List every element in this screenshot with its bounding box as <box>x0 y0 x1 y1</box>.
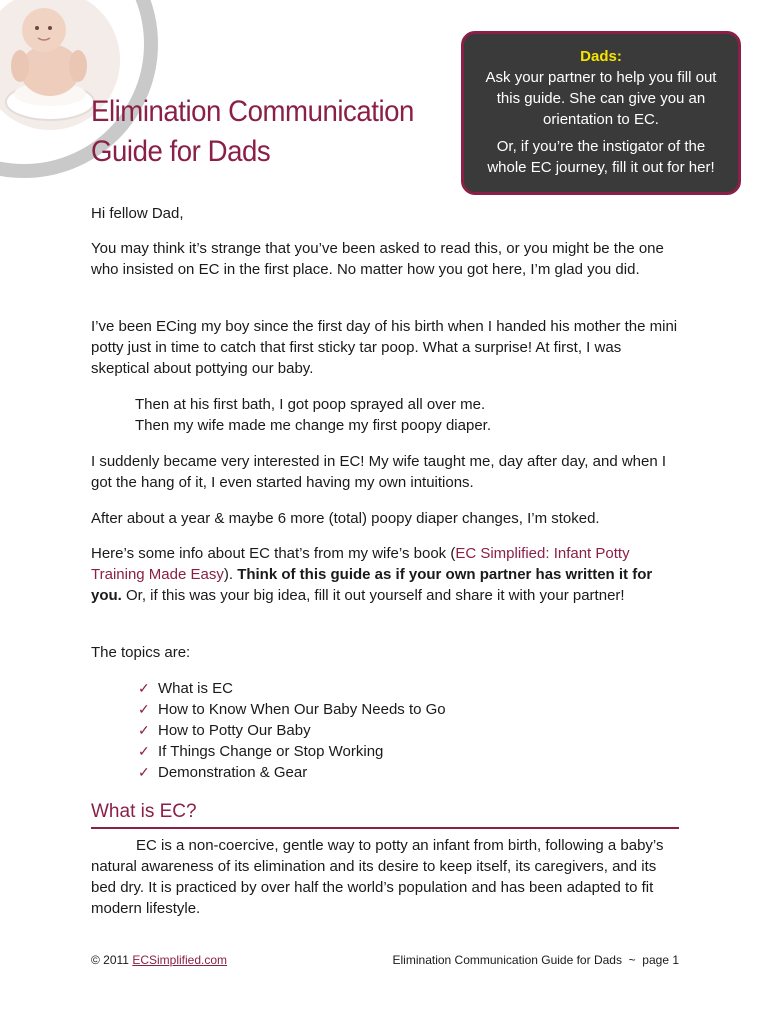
dads-callout-box <box>461 31 741 195</box>
callout-paragraph-1: Ask your partner to help you fill out this guide. She can give you an orientation to EC. <box>485 69 717 128</box>
title-line-2: Guide for Dads <box>91 135 271 168</box>
callout-heading: Dads: <box>580 48 622 65</box>
section-paragraph: EC is a non-coercive, gentle way to potty an infant from birth, following a baby’s natural awareness of its elimination and its desire to keep itself, its caregivers, and its bed dry. It is practiced by over half the world’s population and has been adapted to fit modern lifestyle. <box>91 837 664 917</box>
page-footer <box>91 952 679 968</box>
topic-label: How to Know When Our Baby Needs to Go <box>158 701 446 718</box>
indented-lines <box>135 394 655 436</box>
footer-site-link[interactable]: ECSimplified.com <box>132 953 228 967</box>
paragraph-4: After about a year & maybe 6 more (total) poopy diaper changes, I’m stoked. <box>91 510 600 527</box>
check-icon: ✓ <box>138 722 150 738</box>
indented-line-2: Then my wife made me change my first poopy diaper. <box>135 417 492 434</box>
footer-page-label: Elimination Communication Guide for Dads ~ page 1 <box>392 953 679 967</box>
check-icon: ✓ <box>138 764 150 780</box>
indented-line-1: Then at his first bath, I got poop sprayed all over me. <box>135 396 486 413</box>
copyright-text: © 2011 <box>91 953 133 967</box>
list-item <box>138 678 446 699</box>
callout-paragraph-2: Or, if you’re the instigator of the whole EC journey, fill it out for her! <box>487 138 715 176</box>
paragraph-5-bold: Think of this guide as if your own partner has written it for you. <box>91 566 653 604</box>
list-item <box>138 762 446 783</box>
title-line-1: Elimination Communication <box>91 95 414 128</box>
topics-intro: The topics are: <box>91 644 191 661</box>
book-link[interactable]: EC Simplified: Infant Potty Training Made Easy <box>91 545 630 583</box>
topic-label: If Things Change or Stop Working <box>158 743 384 760</box>
section-heading: What is EC? <box>91 800 679 829</box>
list-item <box>138 699 446 720</box>
list-item <box>138 720 446 741</box>
footer-left <box>91 952 227 968</box>
paragraph-5-mid: ). <box>223 566 238 583</box>
check-icon: ✓ <box>138 743 150 759</box>
check-icon: ✓ <box>138 680 150 696</box>
paragraph-5-end: Or, if this was your big idea, fill it out yourself and share it with your partner! <box>121 587 625 604</box>
topic-label: Demonstration & Gear <box>158 764 308 781</box>
paragraph-2: I’ve been ECing my boy since the first day of his birth when I handed his mother the mini potty just in time to catch that first sticky tar poop. What a surprise! At first, I was skeptical about pottying our baby. <box>91 318 678 377</box>
paragraph-1: You may think it’s strange that you’ve been asked to read this, or you might be the one who insisted on EC in the first place. No matter how you got here, I’m glad you did. <box>91 240 664 278</box>
topic-label: How to Potty Our Baby <box>158 722 311 739</box>
paragraph-3: I suddenly became very interested in EC! My wife taught me, day after day, and when I got the hang of it, I even started having my own intuitions. <box>91 453 667 491</box>
page-title <box>91 92 431 172</box>
greeting: Hi fellow Dad, <box>91 205 184 222</box>
paragraph-5 <box>91 543 683 606</box>
list-item <box>138 741 446 762</box>
topics-list <box>138 678 446 783</box>
topic-label: What is EC <box>158 680 234 697</box>
paragraph-5-start: Here’s some info about EC that’s from my wife’s book ( <box>91 545 456 562</box>
check-icon: ✓ <box>138 701 150 717</box>
